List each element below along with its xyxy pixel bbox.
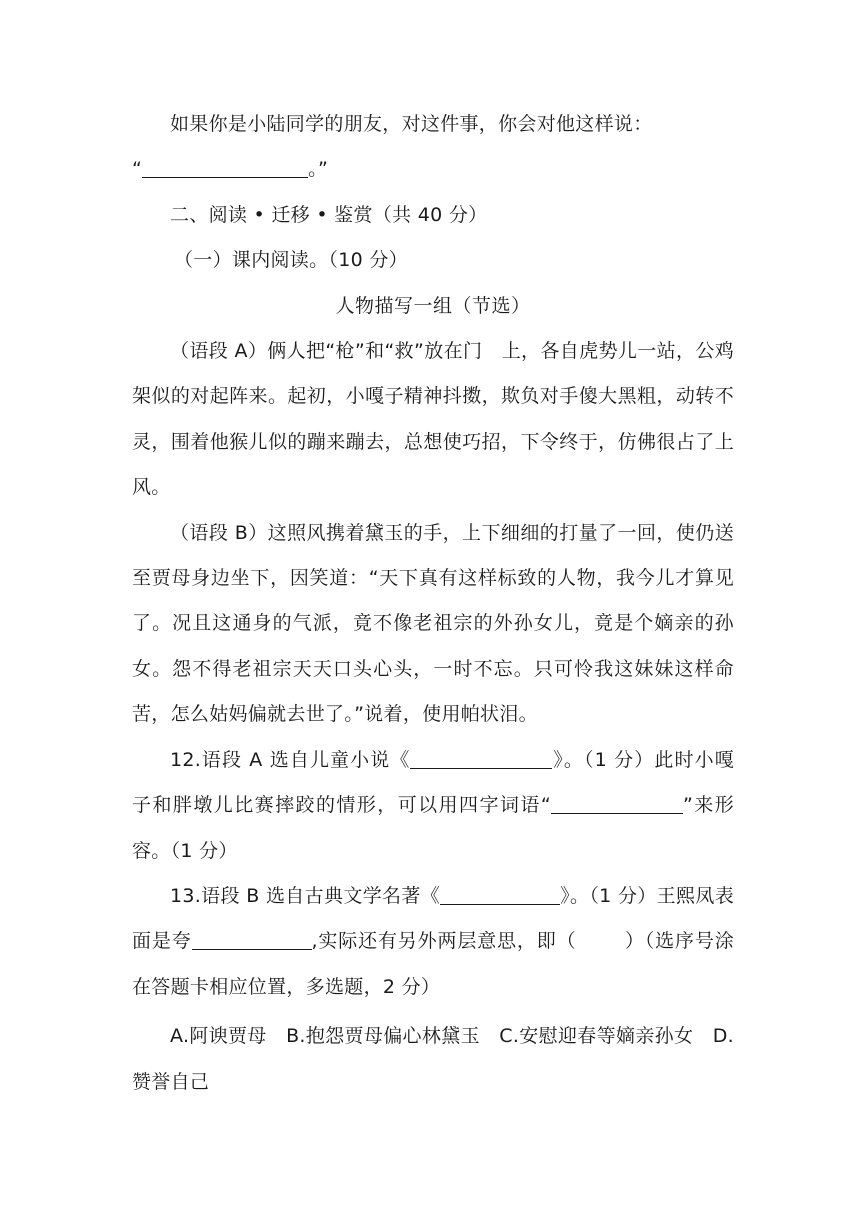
subsection-title-text: （一）课内阅读。（10 分） [174,249,408,272]
q13-praise-blank[interactable] [192,927,312,950]
friend-answer-blank[interactable] [142,155,308,178]
q13-book-blank[interactable] [440,882,560,905]
q13-text-1: 13.语段 B 选自古典文学名著《 [170,884,441,907]
passage-title [132,284,734,329]
passage-paragraph-b: （语段 B）这照风携着黛玉的手，上下细细的打量了一回，使仍送至贾母身边坐下，因笑道：“天下真有这样标致的人物，我今儿才算见了。况且这通身的气派，竟不像老祖宗的外孙女儿，竟是个嫡亲的孙女。怨不得老祖宗天天口头心头，一时不忘。只可怜我这妹妹这样命苦，怎么姑妈偏就去世了。”说着，使用帕状泪。 [132,521,734,726]
q12-book-blank[interactable] [410,746,552,769]
passage-paragraph-a: （语段 A）俩人把“枪”和“救”放在门 上，各自虎势儿一站，公鸡 架似的对起阵来。起初，小嘎子精神抖擞，欺负对手傻大黑粗，动转不灵，围着他猴儿似的蹦来蹦去，总想使巧招，下令终于，仿佛很占了上风。 [132,340,754,499]
document-content [132,102,754,1105]
q13-text-3: ,实际还有另外两层意思，即（ [311,930,577,953]
question-13 [132,874,734,1010]
q12-idiom-blank[interactable] [551,791,683,814]
friend-answer-line [132,147,734,192]
open-quote: “ [132,158,143,181]
q13-text-4: ）（选序号涂在答题卡相应位置，多选题，2 分） [132,930,734,998]
q12-text-3: ”来形容。（1 分） [132,794,734,862]
q12-text-1: 12.语段 A 选自儿童小说《 [170,748,411,771]
question-12 [132,738,734,874]
friend-question-line [132,102,734,147]
passage-title-text: 人物描写一组（节选） [335,294,531,317]
section-title [132,193,734,238]
q12-text-2: 》。（1 分）此时小嘎子和胖墩儿比赛摔跤的情形，可以用四字词语“ [132,748,734,817]
section-title-text: 二、阅读 • 迁移 • 鉴赏（共 40 分） [170,203,488,226]
question-13-options: A.阿谀贾母 B.抱怨贾母偏心林黛玉 C.安慰迎春等嫡亲孙女 D.赞誉自己 [132,1025,734,1093]
subsection-title [132,238,734,283]
friend-question-text: 如果你是小陆同学的朋友，对这件事，你会对他这样说： [170,113,653,135]
q13-text-2: 》。（1 分）王熙凤表面是夸 [132,884,734,953]
close-quote: 。” [308,158,329,181]
